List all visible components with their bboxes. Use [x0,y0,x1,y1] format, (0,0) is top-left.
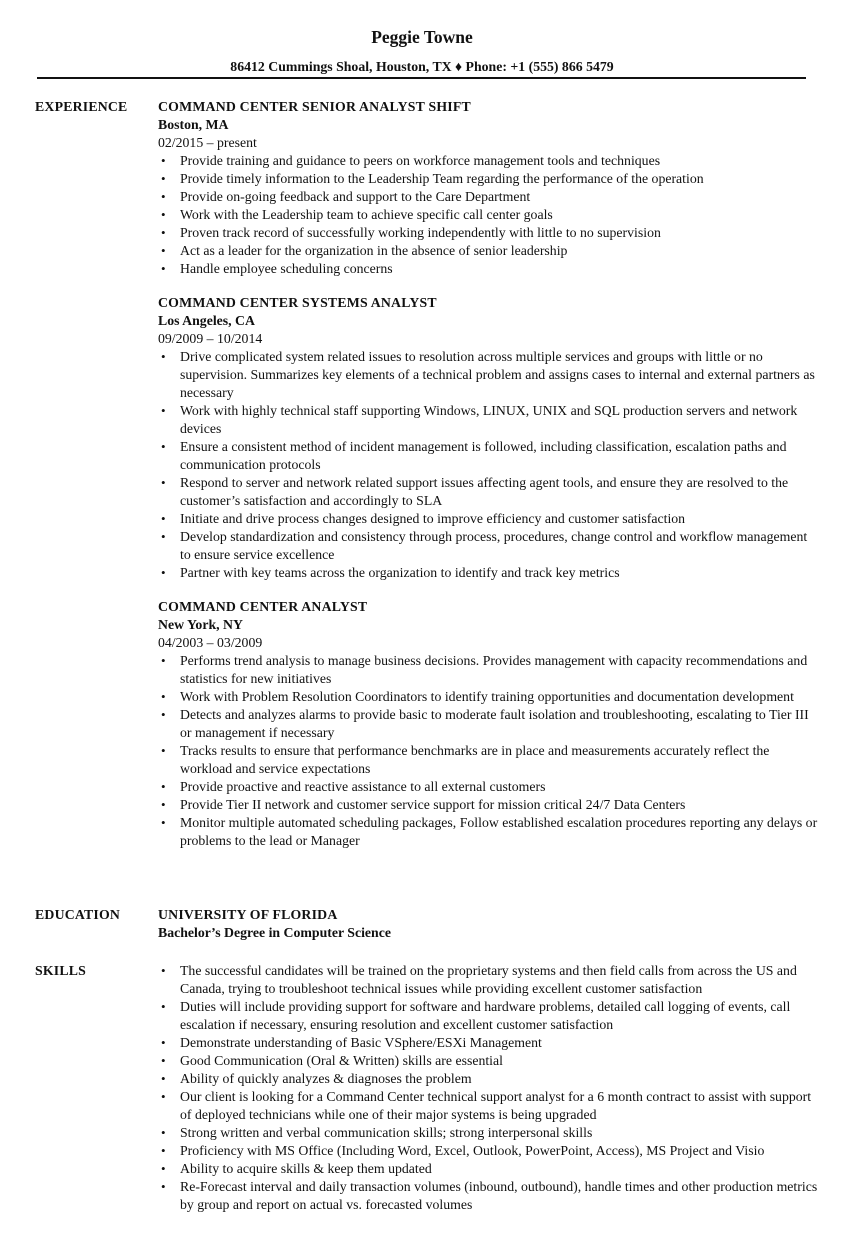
bullet-item: • Monitor multiple automated scheduling packages, Follow established escalation procedures reporting any delays or problems to the lead or Manager [158,814,818,850]
bullet-item: • Provide timely information to the Leadership Team regarding the performance of the operation [158,170,818,188]
bullet-item: • Initiate and drive process changes designed to improve efficiency and customer satisfaction [158,510,818,528]
header-divider [37,77,806,79]
job-title: COMMAND CENTER SYSTEMS ANALYST [158,295,437,310]
skill-item: • Demonstrate understanding of Basic VSphere/ESXi Management [158,1034,818,1052]
candidate-name: Peggie Towne [371,27,473,47]
skill-item: • Our client is looking for a Command Center technical support analyst for a 6 month contract to assist with support of deployed technicians while one of their major systems is being upgraded [158,1088,818,1124]
job-location: Boston, MA [158,117,229,132]
experience-body [158,98,818,866]
bullet-item: • Develop standardization and consistency through process, procedures, change control and workflow management to ensure service excellence [158,528,818,564]
bullet-item: • Drive complicated system related issues to resolution across multiple services and groups with little or no supervision. Summarizes key elements of a technical problem and assigns cases to internal and external partners as necessary [158,348,818,402]
bullet-item: • Work with Problem Resolution Coordinators to identify training opportunities and documentation development [158,688,818,706]
skill-item: • Re-Forecast interval and daily transaction volumes (inbound, outbound), handle times and other production metrics by group and report on actual vs. forecasted volumes [158,1178,818,1214]
skills-heading: SKILLS [35,963,87,978]
bullet-item: • Tracks results to ensure that performance benchmarks are in place and measurements accurately reflect the workload and service expectations [158,742,818,778]
contact-line: 86412 Cummings Shoal, Houston, TX ♦ Phone: +1 (555) 866 5479 [230,59,614,74]
bullet-item: • Proven track record of successfully working independently with little to no supervision [158,224,818,242]
job-location: New York, NY [158,617,243,632]
bullet-item: • Handle employee scheduling concerns [158,260,818,278]
bullet-item: • Provide training and guidance to peers on workforce management tools and techniques [158,152,818,170]
job-entry [158,294,818,582]
job-bullets [158,348,818,582]
bullet-item: • Provide Tier II network and customer service support for mission critical 24/7 Data Centers [158,796,818,814]
bullet-item: • Act as a leader for the organization in the absence of senior leadership [158,242,818,260]
skill-item: • Strong written and verbal communication skills; strong interpersonal skills [158,1124,818,1142]
job-dates: 02/2015 – present [158,135,257,150]
education-body [158,906,818,942]
bullet-item: • Detects and analyzes alarms to provide basic to moderate fault isolation and troubleshooting, escalating to Tier III or management if necessary [158,706,818,742]
bullet-item: • Work with the Leadership team to achieve specific call center goals [158,206,818,224]
bullet-item: • Performs trend analysis to manage business decisions. Provides management with capacity recommendations and statistics for new initiatives [158,652,818,688]
job-dates: 04/2003 – 03/2009 [158,635,263,650]
bullet-item: • Provide proactive and reactive assistance to all external customers [158,778,818,796]
job-entry [158,98,818,278]
job-bullets [158,152,818,278]
job-title: COMMAND CENTER ANALYST [158,599,368,614]
bullet-item: • Partner with key teams across the organization to identify and track key metrics [158,564,818,582]
skill-item: • Duties will include providing support for software and hardware problems, detailed call logging of events, call escalation if necessary, ensuring resolution and excellent customer satisfaction [158,998,818,1034]
bullet-item: • Ensure a consistent method of incident management is followed, including classification, escalation paths and communication protocols [158,438,818,474]
job-bullets [158,652,818,850]
skill-item: • Ability to acquire skills & keep them updated [158,1160,818,1178]
job-entry [158,598,818,850]
skill-item: • Ability of quickly analyzes & diagnoses the problem [158,1070,818,1088]
education-heading: EDUCATION [35,907,121,922]
skill-item: • Good Communication (Oral & Written) skills are essential [158,1052,818,1070]
school-name: UNIVERSITY OF FLORIDA [158,907,338,922]
bullet-item: • Provide on-going feedback and support to the Care Department [158,188,818,206]
job-dates: 09/2009 – 10/2014 [158,331,263,346]
skills-list [158,962,818,1214]
job-location: Los Angeles, CA [158,313,255,328]
experience-heading: EXPERIENCE [35,99,128,114]
bullet-item: • Respond to server and network related support issues affecting agent tools, and ensure they are resolved to the customer’s satisfaction and accordingly to SLA [158,474,818,510]
bullet-item: • Work with highly technical staff supporting Windows, LINUX, UNIX and SQL production servers and network devices [158,402,818,438]
skills-body [158,962,818,1214]
job-title: COMMAND CENTER SENIOR ANALYST SHIFT [158,99,471,114]
degree-name: Bachelor’s Degree in Computer Science [158,925,391,940]
skill-item: • Proficiency with MS Office (Including Word, Excel, Outlook, PowerPoint, Access), MS Project and Visio [158,1142,818,1160]
skill-item: • The successful candidates will be trained on the proprietary systems and then field calls from across the US and Canada, trying to troubleshoot technical issues while providing excellent customer satisfaction [158,962,818,998]
